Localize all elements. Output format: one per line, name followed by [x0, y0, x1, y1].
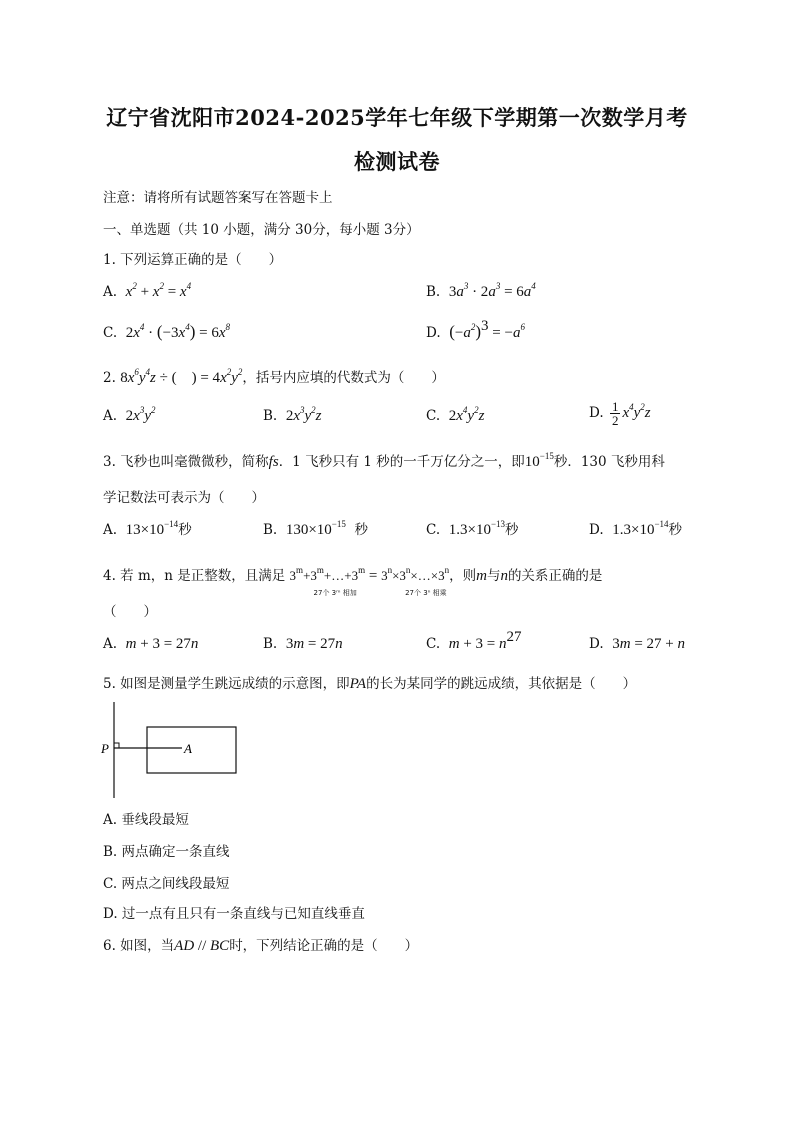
q2-option-a-label: A. [103, 408, 118, 424]
q3-option-a-label: A. [103, 522, 118, 538]
section-heading: 一、单选题（共 10 小题，满分 30分，每小题 3分） [103, 222, 420, 238]
q3-option-b-label: B. [263, 522, 278, 538]
q5-text-a: 5. 如图是测量学生跳远成绩的示意图，即 [103, 676, 350, 692]
q5-option-b: B. 两点确定一条直线 [103, 844, 230, 860]
q3-text-a: 3. 飞秒也叫毫微微秒，简称 [103, 454, 269, 470]
q4-option-b: B. 3m = 27n [263, 636, 343, 652]
q6-stem: 6. 如图，当AD // BC时，下列结论正确的是（ ） [103, 938, 419, 954]
q2-option-a: A. $2x^3y^2$ [103, 405, 156, 424]
q1-option-a: A. $x^2 + x^2 = x^4$ [103, 281, 192, 300]
q4-option-d: D. 3m = 27 + n [589, 636, 685, 652]
one-half-fraction: $\frac{1}{2}$ [611, 399, 619, 428]
q4-product-expression: $3^n\times 3^n\times\dots\times 3^n$ 27个 3ⁿ 相乘 [381, 565, 450, 597]
q5-option-a: A. 垂线段最短 [103, 812, 189, 828]
q4-text-a: 4. 若 m，n 是正整数，且满足 [103, 568, 286, 584]
q3-option-a: A. $13\times 10^{-14}$秒 [103, 519, 192, 538]
q2-option-c: C. $2x^4y^2z$ [426, 405, 485, 424]
q3-option-c-label: C. [426, 522, 441, 538]
q4-text-d: 的关系正确的是 [507, 568, 603, 584]
q3-option-d-label: D. [589, 522, 604, 538]
q4-under-mul: 27个 3ⁿ 相乘 [405, 589, 447, 597]
q2-option-b-label: B. [263, 408, 278, 424]
q1-option-d: D. $(-a^2)^3 = -a^6$ [426, 318, 525, 341]
q4-line1: 4. 若 m，n 是正整数，且满足 $3^m+3^m+\dots+3^m$ 27个 3ᵐ 相加 = $3^n\times 3^n\times\dots\times 3^n$ 27个 3ⁿ 相乘 ，则m与n的关系正确的是 [103, 565, 603, 597]
q5-option-d: D. 过一点有且只有一条直线与已知直线垂直 [103, 906, 365, 922]
q4-option-a: A. m + 3 = 27n [103, 636, 199, 652]
q6-text-a: 6. 如图，当 [103, 938, 175, 954]
q4-under-add: 27个 3ᵐ 相加 [313, 589, 357, 597]
q3-text-b: ．1 飞秒只有 1 秒的一千万亿分之一，即 [278, 454, 525, 470]
q4-sum-expression: $3^m+3^m+\dots+3^m$ 27个 3ᵐ 相加 [289, 565, 366, 597]
q1-stem: 1. 下列运算正确的是（ ） [103, 252, 283, 268]
q4-option-d-label: D. [589, 636, 604, 652]
q4-option-c-label: C. [426, 636, 441, 652]
q3-unit-d: 秒 [668, 522, 683, 538]
q3-unit-b: 秒 [354, 522, 368, 538]
q1-option-c-label: C. [103, 325, 118, 341]
q4-text-b: ，则 [449, 568, 477, 584]
q2-option-b: B. $2x^3y^2z$ [263, 405, 322, 424]
q4-option-c: C. $m + 3 = n^{27}$ [426, 629, 522, 652]
page-title-line2: 检测试卷 [354, 149, 440, 174]
q1-option-b: B. $3a^3 \cdot 2a^3 = 6a^4$ [426, 281, 536, 300]
page-title-line1: 辽宁省沈阳市2024-2025学年七年级下学期第一次数学月考 [106, 105, 688, 130]
q4-line2: （ ） [103, 604, 157, 620]
q2-number: 2. [103, 370, 116, 386]
q2-option-d-label: D. [589, 405, 604, 421]
long-jump-diagram [96, 700, 256, 800]
q1-option-b-label: B. [426, 284, 441, 300]
q2-stem-text: ，括号内应填的代数式为（ ） [242, 370, 445, 386]
q3-text-c: 秒．130 飞秒用科 [553, 454, 665, 470]
notice: 注意：请将所有试题答案写在答题卡上 [103, 190, 333, 206]
q3-unit-a: 秒 [178, 522, 192, 538]
q4-option-a-label: A. [103, 636, 118, 652]
q3-unit-c: 秒 [505, 522, 519, 538]
q1-option-a-label: A. [103, 284, 118, 300]
q5-stem: 5. 如图是测量学生跳远成绩的示意图，即PA的长为某同学的跳远成绩，其依据是（ ） [103, 676, 637, 692]
q5-text-b: 的长为某同学的跳远成绩，其依据是（ ） [366, 676, 637, 692]
label-p: P [101, 741, 109, 756]
label-a: A [184, 741, 192, 756]
q2-option-c-label: C. [426, 408, 441, 424]
q1-option-c: C. $2x^4 \cdot (-3x^4) = 6x^8$ [103, 322, 231, 341]
q5-option-c: C. 两点之间线段最短 [103, 876, 230, 892]
q1-option-d-label: D. [426, 325, 441, 341]
q6-text-b: 时，下列结论正确的是（ ） [229, 938, 419, 954]
right-angle-mark [114, 743, 119, 748]
q2-option-d: D. $\frac{1}{2}$ $x^4y^2z$ [589, 399, 651, 428]
q4-option-b-label: B. [263, 636, 278, 652]
q3-line2: 学记数法可表示为（ ） [103, 490, 265, 506]
q3-option-c: C. $1.3\times 10^{-13}$秒 [426, 519, 519, 538]
q2-stem: 2. $8x^6y^4z$ ÷ ( ) = $4x^2y^2$，括号内应填的代数式为（ ） [103, 367, 445, 386]
q3-option-b: B. $130\times 10^{-15}$ 秒 [263, 519, 368, 538]
q3-line1: 3. 飞秒也叫毫微微秒，简称fs．1 飞秒只有 1 秒的一千万亿分之一，即$10^{-15}$秒．130 飞秒用科 [103, 451, 665, 470]
q4-text-c: 与 [486, 568, 501, 584]
q3-option-d: D. $1.3\times 10^{-14}$秒 [589, 519, 683, 538]
